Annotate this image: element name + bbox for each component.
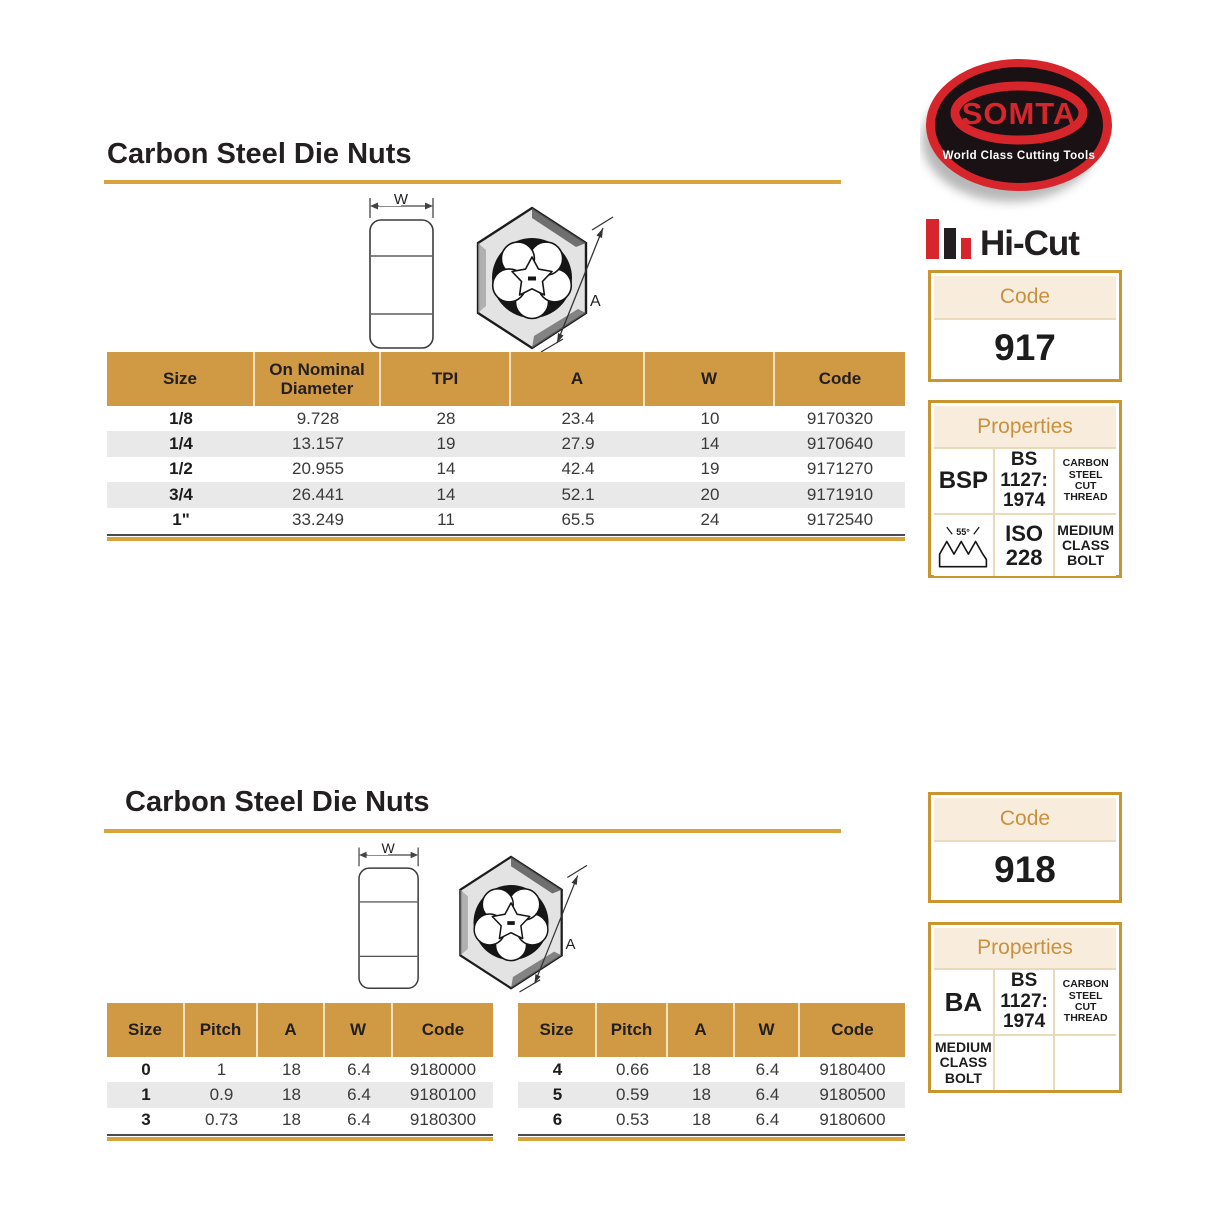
cell-a: 18 — [282, 1110, 301, 1130]
col-header-w: W — [325, 1003, 393, 1057]
die-nut-table-917 — [107, 352, 905, 541]
cell-pitch: 0.59 — [615, 1085, 650, 1105]
die-nut-table-918-right — [518, 1003, 905, 1141]
col-header-tpi: TPI — [381, 352, 511, 406]
col-header-size: Size — [107, 352, 255, 406]
cell-a: 18 — [692, 1085, 711, 1105]
a-dimension-label: A — [565, 935, 576, 953]
table-row — [518, 1082, 905, 1107]
properties-box-header: Properties — [934, 928, 1116, 968]
cell-code: 9180100 — [409, 1085, 477, 1105]
table-row — [107, 1057, 493, 1082]
property-cell-iso228: ISO 228 — [995, 513, 1056, 576]
table-header-row — [107, 352, 905, 406]
cell-w: 6.4 — [347, 1085, 371, 1105]
table-bottom-gold-bar — [518, 1137, 905, 1141]
property-cell-ba: BA — [934, 968, 995, 1034]
property-cell-empty — [995, 1034, 1056, 1090]
cell-a: 18 — [282, 1085, 301, 1105]
die-nut-side-view — [359, 840, 418, 988]
cell-diameter: 13.157 — [292, 434, 344, 454]
cell-w: 6.4 — [755, 1110, 780, 1130]
cell-size: 6 — [552, 1110, 563, 1130]
cell-size: 0 — [141, 1059, 151, 1079]
cell-code: 9170640 — [806, 434, 874, 454]
col-header-a: A — [511, 352, 645, 406]
cell-a: 18 — [692, 1059, 711, 1079]
table-bottom-line — [518, 1134, 905, 1136]
w-dimension-label: W — [393, 191, 409, 208]
table-row — [518, 1057, 905, 1082]
col-header-w: W — [645, 352, 775, 406]
cell-code: 9180300 — [409, 1110, 477, 1130]
properties-box-917 — [928, 400, 1122, 578]
table-header-row — [518, 1003, 905, 1057]
hicut-bar-icon — [961, 238, 971, 259]
cell-code: 9180500 — [819, 1085, 886, 1105]
cell-code: 9170320 — [806, 408, 874, 428]
cell-a: 18 — [282, 1059, 301, 1079]
cell-code: 9171270 — [806, 459, 874, 479]
cell-code: 9180400 — [819, 1059, 886, 1079]
cell-size: 1/8 — [169, 408, 193, 428]
col-header-code: Code — [818, 369, 862, 389]
cell-w: 6.4 — [347, 1110, 371, 1130]
cell-a: 65.5 — [561, 510, 595, 530]
cell-diameter: 33.249 — [292, 510, 344, 530]
section1-title-rule — [104, 180, 841, 184]
cell-code: 9180000 — [409, 1059, 477, 1079]
col-header-a: A — [258, 1003, 325, 1057]
cell-w: 24 — [700, 510, 720, 530]
somta-wordmark: SOMTA — [961, 96, 1077, 131]
cell-diameter: 26.441 — [292, 484, 344, 504]
cell-code: 9180600 — [819, 1110, 886, 1130]
hicut-wordmark: Hi-Cut — [980, 224, 1079, 264]
cell-size: 1/2 — [169, 459, 193, 479]
cell-tpi: 11 — [437, 510, 455, 530]
table-row — [107, 508, 905, 533]
property-cell-empty — [1055, 1034, 1116, 1090]
cell-pitch: 0.53 — [615, 1110, 650, 1130]
hicut-bar-icon — [926, 219, 939, 259]
code-box-header: Code — [934, 276, 1116, 320]
property-cell-bs1127: BS 1127: 1974 — [995, 968, 1056, 1034]
w-dimension-label: W — [381, 840, 395, 857]
table-bottom-gold-bar — [107, 1137, 493, 1141]
property-cell-carbon-steel: CARBON STEEL CUT THREAD — [1055, 447, 1116, 513]
table-row — [107, 431, 905, 456]
cell-pitch: 0.66 — [615, 1059, 650, 1079]
cell-pitch: 0.9 — [209, 1085, 234, 1105]
col-header-size: Size — [518, 1003, 597, 1057]
cell-w: 14 — [700, 434, 720, 454]
code-box-918 — [928, 792, 1122, 903]
cell-diameter: 20.955 — [292, 459, 344, 479]
table-header-row — [107, 1003, 493, 1057]
section1-title: Carbon Steel Die Nuts — [107, 138, 412, 170]
die-nut-face-view — [460, 857, 561, 988]
cell-a: 23.4 — [561, 408, 595, 428]
property-cell-thread-profile — [934, 513, 995, 576]
cell-w: 6.4 — [755, 1059, 780, 1079]
cell-size: 4 — [552, 1059, 563, 1079]
cell-w: 6.4 — [347, 1059, 371, 1079]
cell-size: 1/4 — [169, 434, 193, 454]
property-cell-carbon-steel: CARBON STEEL CUT THREAD — [1055, 968, 1116, 1034]
property-cell-medium-class-bolt: MEDIUM CLASS BOLT — [934, 1034, 995, 1090]
hicut-bar-icon — [944, 228, 956, 259]
thread-angle-label: 55° — [956, 526, 971, 537]
cell-size: 1 — [141, 1085, 151, 1105]
die-nut-face-view — [478, 208, 586, 348]
col-header-pitch: Pitch — [597, 1003, 668, 1057]
table-row — [107, 482, 905, 507]
cell-size: 5 — [552, 1085, 563, 1105]
code-value: 917 — [994, 327, 1056, 368]
cell-w: 19 — [700, 459, 720, 479]
cell-a: 42.4 — [561, 459, 595, 479]
table-bottom-gold-bar — [107, 537, 905, 541]
property-cell-bsp: BSP — [934, 447, 995, 513]
cell-a: 52.1 — [561, 484, 595, 504]
die-nut-drawing-1 — [345, 190, 655, 352]
section2-title-rule — [104, 829, 841, 833]
a-dimension-label: A — [590, 293, 601, 310]
table-bottom-line — [107, 534, 905, 536]
cell-pitch: 0.73 — [204, 1110, 239, 1130]
die-nut-drawing-2 — [335, 840, 627, 992]
cell-w: 10 — [700, 408, 720, 428]
cell-code: 9171910 — [806, 484, 874, 504]
cell-tpi: 28 — [436, 408, 456, 428]
cell-a: 27.9 — [561, 434, 595, 454]
cell-pitch: 1 — [216, 1059, 227, 1079]
col-header-size: Size — [107, 1003, 185, 1057]
table-row — [107, 457, 905, 482]
properties-box-918 — [928, 922, 1122, 1093]
cell-size: 3 — [141, 1110, 151, 1130]
cell-size: 3/4 — [169, 484, 193, 504]
die-nut-table-918-left — [107, 1003, 493, 1141]
col-header-pitch: Pitch — [185, 1003, 258, 1057]
somta-tagline: World Class Cutting Tools — [942, 150, 1096, 162]
cell-w: 20 — [700, 484, 720, 504]
code-box-header: Code — [934, 798, 1116, 842]
hicut-logo — [926, 217, 1079, 264]
table-row — [107, 406, 905, 431]
cell-diameter: 9.728 — [296, 408, 340, 428]
table-row — [107, 1082, 493, 1107]
cell-size: 1" — [172, 510, 190, 530]
col-header-on-nominal-diameter: On Nominal Diameter — [255, 352, 381, 406]
somta-logo — [920, 55, 1120, 215]
properties-box-header: Properties — [934, 406, 1116, 447]
property-cell-bs1127: BS 1127: 1974 — [995, 447, 1056, 513]
thread-55deg-icon — [936, 523, 990, 569]
col-header-code: Code — [421, 1020, 465, 1040]
col-header-a: A — [668, 1003, 735, 1057]
cell-code: 9172540 — [806, 510, 874, 530]
cell-tpi: 19 — [436, 434, 456, 454]
code-value: 918 — [994, 848, 1056, 890]
section2-title: Carbon Steel Die Nuts — [125, 786, 430, 818]
cell-w: 6.4 — [755, 1085, 780, 1105]
die-nut-side-view — [370, 191, 433, 348]
col-header-w: W — [735, 1003, 800, 1057]
cell-a: 18 — [692, 1110, 711, 1130]
cell-tpi: 14 — [436, 484, 456, 504]
table-row — [107, 1108, 493, 1133]
code-box-917 — [928, 270, 1122, 382]
col-header-code: Code — [831, 1020, 874, 1040]
table-bottom-line — [107, 1134, 493, 1136]
cell-tpi: 14 — [436, 459, 456, 479]
property-cell-medium-class-bolt: MEDIUM CLASS BOLT — [1055, 513, 1116, 576]
table-row — [518, 1108, 905, 1133]
